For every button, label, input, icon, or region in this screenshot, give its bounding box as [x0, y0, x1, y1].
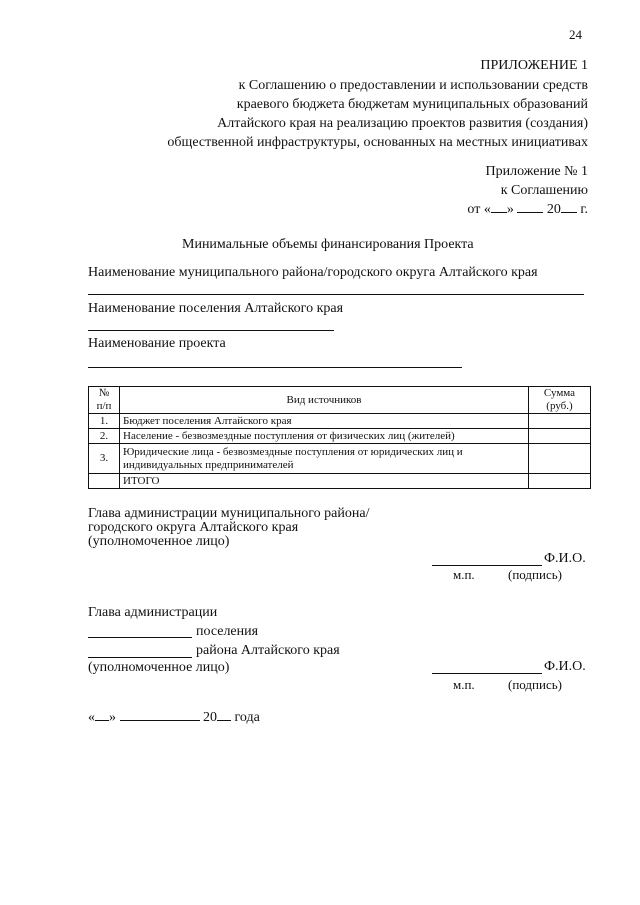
district-name-blank — [88, 657, 192, 658]
date-year-blank — [561, 212, 577, 213]
signature2-settlement: поселения — [196, 624, 259, 639]
row-sum — [529, 444, 591, 474]
footer-year-blank — [217, 720, 231, 721]
signature2-fio: Ф.И.О. — [544, 659, 586, 674]
date-month-blank — [517, 212, 543, 213]
row-source-total: ИТОГО — [120, 474, 529, 489]
project-blank-line — [88, 367, 462, 368]
appendix-line: общественной инфраструктуры, основанных на местных инициативах — [167, 135, 588, 150]
row-num: 3. — [89, 444, 120, 474]
signature1-stamp: м.п. — [453, 567, 475, 582]
settlement-label: Наименование поселения Алтайского края — [88, 301, 344, 316]
row-num — [89, 474, 120, 489]
row-sum — [529, 414, 591, 429]
document-title: Минимальные объемы финансирования Проекта — [182, 237, 474, 252]
district-label: Наименование муниципального района/городского округа Алтайского края — [88, 265, 538, 280]
row-sum — [529, 474, 591, 489]
district-blank-line — [88, 294, 584, 295]
signature2-district: района Алтайского края — [196, 643, 340, 658]
signature1-title: (уполномоченное лицо) — [88, 534, 230, 549]
header-sum: Сумма (руб.) — [529, 387, 591, 414]
signature1-blank-line — [432, 565, 542, 566]
signature2-title: Глава администрации — [88, 605, 218, 620]
annex-line: Приложение № 1 — [485, 164, 588, 179]
table-header-row — [89, 387, 591, 414]
row-source: Население - безвозмездные поступления от физических лиц (жителей) — [120, 429, 529, 444]
annex-date: от « » 20 г. — [467, 202, 588, 217]
appendix-line: к Соглашению о предоставлении и использовании средств — [238, 78, 588, 93]
annex-line: к Соглашению — [500, 183, 588, 198]
row-num: 2. — [89, 429, 120, 444]
footer-month-blank — [120, 720, 200, 721]
row-num: 1. — [89, 414, 120, 429]
appendix-line: Алтайского края на реализацию проектов развития (создания) — [217, 116, 588, 131]
settlement-name-blank — [88, 637, 192, 638]
signature2-stamp: м.п. — [453, 677, 475, 692]
page-number: 24 — [569, 27, 582, 42]
signature1-title: городского округа Алтайского края — [88, 520, 299, 535]
table-row-total — [89, 474, 591, 489]
header-source: Вид источников — [120, 387, 529, 414]
table-row — [89, 414, 591, 429]
signature2-sign-caption: (подпись) — [508, 677, 562, 692]
signature1-sign-caption: (подпись) — [508, 567, 562, 582]
project-label: Наименование проекта — [88, 336, 226, 351]
header-num: № п/п — [89, 387, 120, 414]
financing-sources-table — [88, 386, 591, 489]
appendix-title: ПРИЛОЖЕНИЕ 1 — [480, 58, 588, 73]
row-sum — [529, 429, 591, 444]
footer-day-blank — [95, 720, 109, 721]
appendix-line: краевого бюджета бюджетам муниципальных образований — [236, 97, 588, 112]
signature2-authorized: (уполномоченное лицо) — [88, 660, 230, 675]
settlement-blank-line — [88, 330, 334, 331]
date-day-blank — [491, 212, 507, 213]
row-source: Юридические лица - безвозмездные поступления от юридических лиц и индивидуальных предпринимателей — [120, 444, 529, 474]
signature1-fio: Ф.И.О. — [544, 551, 586, 566]
footer-date: « » 20 года — [88, 710, 260, 725]
signature1-title: Глава администрации муниципального района/ — [88, 506, 370, 521]
table-row — [89, 444, 591, 474]
table-row — [89, 429, 591, 444]
row-source: Бюджет поселения Алтайского края — [120, 414, 529, 429]
signature2-blank-line — [432, 673, 542, 674]
